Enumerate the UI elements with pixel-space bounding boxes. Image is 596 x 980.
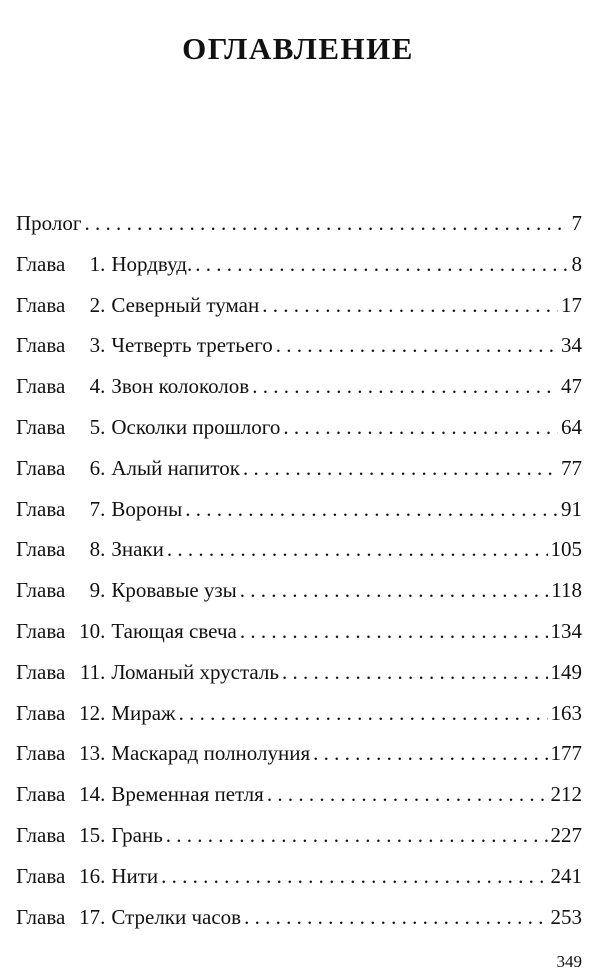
toc-entry-chapter: [16, 407, 582, 448]
dot-leader: [313, 733, 547, 774]
chapter-word: Глава: [16, 292, 66, 317]
chapter-word: Глава: [16, 700, 66, 725]
toc-entry-page: 34: [561, 333, 582, 358]
chapter-number: 9.: [89, 578, 106, 603]
dot-leader: [276, 325, 558, 366]
toc-entry-prologue: [16, 203, 582, 244]
toc-entry-chapter: [16, 529, 582, 570]
toc-entry-page: 8: [571, 251, 582, 276]
toc-entry-chapter: [16, 733, 582, 774]
chapter-number: 14.: [79, 782, 106, 807]
chapter-word: Глава: [16, 618, 66, 643]
toc-entry-page: 177: [550, 741, 582, 766]
chapter-title: Вороны: [111, 496, 183, 521]
dot-leader: [167, 529, 548, 570]
chapter-word: Глава: [16, 537, 66, 562]
dot-leader: [244, 897, 547, 938]
chapter-word: Глава: [16, 782, 66, 807]
dot-leader: [267, 774, 548, 815]
chapter-title: Осколки прошлого: [111, 414, 281, 439]
dot-leader: [185, 489, 558, 530]
chapter-title: Кровавые узы: [111, 578, 237, 603]
chapter-number: 11.: [79, 659, 106, 684]
chapter-title: Грань: [111, 822, 163, 847]
chapter-number: 5.: [89, 414, 106, 439]
toc-entry-page: 105: [550, 537, 582, 562]
dot-leader: [243, 448, 558, 489]
dot-leader: [240, 570, 548, 611]
toc-entry-label: [16, 285, 259, 326]
toc-entry-page: 253: [550, 904, 582, 929]
toc-entry-chapter: [16, 489, 582, 530]
chapter-title: Мираж: [111, 700, 176, 725]
chapter-number: 8.: [89, 537, 106, 562]
dot-leader: [282, 652, 548, 693]
toc-entry-page: 118: [551, 578, 582, 603]
chapter-number: 2.: [89, 292, 106, 317]
chapter-word: Глава: [16, 822, 66, 847]
chapter-number: 13.: [79, 741, 106, 766]
toc-entry-page: 212: [550, 782, 582, 807]
chapter-word: Глава: [16, 659, 66, 684]
toc-entry-label: [16, 489, 182, 530]
dot-leader: [240, 611, 548, 652]
chapter-title: Нити: [111, 863, 159, 888]
chapter-number: 15.: [79, 822, 106, 847]
toc-entry-chapter: [16, 774, 582, 815]
toc-entry-chapter: [16, 693, 582, 734]
toc-entry-label: [16, 570, 237, 611]
toc-entry-label: [16, 325, 273, 366]
toc-entry-page: 134: [550, 618, 582, 643]
chapter-word: Глава: [16, 863, 66, 888]
chapter-number: 7.: [89, 496, 106, 521]
chapter-word: Глава: [16, 333, 66, 358]
chapter-title: Ломаный хрусталь: [111, 659, 279, 684]
chapter-word: Глава: [16, 496, 66, 521]
dot-leader: [252, 366, 558, 407]
toc-entry-label: [16, 897, 241, 938]
chapter-word: Глава: [16, 374, 66, 399]
toc-entry-page: 47: [561, 374, 582, 399]
dot-leader: [179, 693, 548, 734]
dot-leader: [262, 285, 558, 326]
chapter-number: 10.: [79, 618, 106, 643]
chapter-title: Стрелки часов: [111, 904, 242, 929]
toc-entry-label: [16, 529, 164, 570]
toc-entry-label: [16, 733, 310, 774]
toc-entry-page: 91: [561, 496, 582, 521]
toc-entry-chapter: [16, 448, 582, 489]
toc-entry-chapter: [16, 815, 582, 856]
chapter-word: Глава: [16, 578, 66, 603]
page-title: ОГЛАВЛЕНИЕ: [182, 30, 414, 66]
dot-leader: [84, 203, 568, 244]
toc-entry-page: 64: [561, 414, 582, 439]
chapter-title: Алый напиток: [111, 455, 240, 480]
dot-leader: [283, 407, 558, 448]
toc-entry-chapter: [16, 611, 582, 652]
chapter-word: Глава: [16, 741, 66, 766]
chapter-word: Глава: [16, 414, 66, 439]
table-of-contents: [16, 203, 582, 937]
chapter-word: Глава: [16, 251, 66, 276]
toc-entry-page: 77: [561, 455, 582, 480]
toc-entry-chapter: [16, 244, 582, 285]
chapter-number: 1.: [89, 251, 106, 276]
toc-entry-label: [16, 856, 158, 897]
toc-entry-label: [16, 244, 192, 285]
chapter-number: 3.: [89, 333, 106, 358]
toc-entry-label: [16, 652, 279, 693]
toc-entry-chapter: [16, 652, 582, 693]
toc-entry-chapter: [16, 570, 582, 611]
toc-entry-label: [16, 611, 237, 652]
chapter-number: 4.: [89, 374, 106, 399]
toc-entry-label: [16, 407, 280, 448]
toc-entry-label: [16, 448, 240, 489]
toc-entry-page: 149: [550, 659, 582, 684]
toc-entry-label: [16, 774, 264, 815]
chapter-word: Глава: [16, 904, 66, 929]
toc-entry-page: 7: [571, 211, 582, 235]
toc-entry-chapter: [16, 325, 582, 366]
page-number: 349: [556, 952, 582, 971]
dot-leader: [161, 856, 547, 897]
dot-leader: [166, 815, 548, 856]
chapter-title: Звон колоколов: [111, 374, 250, 399]
toc-entry-chapter: [16, 856, 582, 897]
chapter-number: 12.: [79, 700, 106, 725]
chapter-title: Маскарад полнолуния: [111, 741, 311, 766]
toc-entry-page: 241: [550, 863, 582, 888]
toc-entry-chapter: [16, 285, 582, 326]
toc-entry-label: [16, 693, 176, 734]
toc-entry-page: 17: [561, 292, 582, 317]
toc-entry-chapter: [16, 897, 582, 938]
toc-entry-label: [16, 815, 163, 856]
chapter-title: Знаки: [111, 537, 164, 562]
chapter-title: Нордвуд.: [111, 251, 193, 276]
dot-leader: [195, 244, 568, 285]
toc-entry-title: Пролог: [16, 211, 82, 235]
toc-entry-page: 227: [550, 822, 582, 847]
chapter-title: Временная петля: [111, 782, 264, 807]
chapter-number: 16.: [79, 863, 106, 888]
chapter-title: Северный туман: [111, 292, 260, 317]
toc-entry-page: 163: [550, 700, 582, 725]
chapter-word: Глава: [16, 455, 66, 480]
chapter-title: Тающая свеча: [111, 618, 237, 643]
toc-entry-chapter: [16, 366, 582, 407]
chapter-number: 17.: [79, 904, 106, 929]
toc-entry-label: [16, 366, 249, 407]
chapter-title: Четверть третьего: [111, 333, 273, 358]
chapter-number: 6.: [89, 455, 106, 480]
